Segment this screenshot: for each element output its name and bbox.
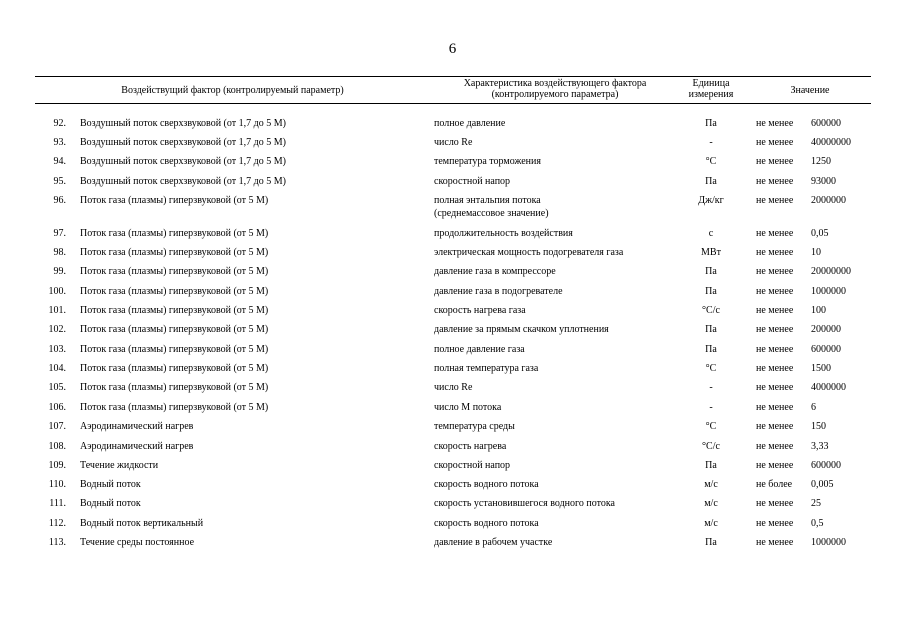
cell-value: 0,005 [811, 479, 834, 490]
cell-factor: Водный поток [80, 479, 141, 490]
cell-value: 0,5 [811, 518, 824, 529]
cell-unit: °С/с [702, 305, 720, 316]
cell-unit: Па [705, 118, 717, 129]
cell-characteristic: температура торможения [434, 156, 541, 167]
cell-num: 107. [48, 421, 66, 432]
cell-characteristic: давление газа в подогревателе [434, 286, 563, 297]
cell-unit: Па [705, 286, 717, 297]
cell-factor: Воздушный поток сверхзвуковой (от 1,7 до 5 М) [80, 176, 286, 187]
cell-condition: не менее [756, 460, 794, 471]
cell-unit: Па [705, 266, 717, 277]
cell-factor: Поток газа (плазмы) гиперзвуковой (от 5 М) [80, 228, 269, 239]
table-header-rule [35, 103, 871, 104]
cell-num: 104. [48, 363, 66, 374]
cell-value: 3,33 [811, 441, 829, 452]
cell-unit: Па [705, 324, 717, 335]
cell-condition: не менее [756, 324, 794, 335]
cell-unit: м/с [704, 479, 718, 490]
cell-unit: - [709, 382, 713, 393]
cell-value: 1500 [811, 363, 831, 374]
cell-factor: Течение среды постоянное [80, 537, 195, 548]
header-factor: Воздействущий фактор (контролируемый параметр) [121, 85, 344, 96]
cell-characteristic: полная энтальпия потока [434, 195, 541, 206]
cell-factor: Поток газа (плазмы) гиперзвуковой (от 5 М) [80, 382, 269, 393]
cell-condition: не более [756, 479, 793, 490]
header-characteristic-line2: (контролируемого параметра) [491, 89, 619, 100]
cell-condition: не менее [756, 382, 794, 393]
cell-condition: не менее [756, 156, 794, 167]
cell-num: 111. [49, 498, 66, 509]
cell-num: 95. [53, 176, 66, 187]
cell-value: 200000 [811, 324, 841, 335]
cell-factor: Поток газа (плазмы) гиперзвуковой (от 5 М) [80, 324, 269, 335]
cell-condition: не менее [756, 518, 794, 529]
cell-characteristic: скорость нагрева [434, 441, 507, 452]
cell-num: 98. [53, 247, 66, 258]
cell-condition: не менее [756, 137, 794, 148]
cell-characteristic: полная температура газа [434, 363, 539, 374]
cell-condition: не менее [756, 441, 794, 452]
cell-num: 112. [48, 518, 66, 529]
cell-value: 600000 [811, 344, 841, 355]
cell-characteristic: скорость установившегося водного потока [434, 498, 615, 509]
cell-value: 100 [811, 305, 826, 316]
cell-characteristic-line2: (среднемассовое значение) [434, 208, 549, 219]
cell-characteristic: скорость нагрева газа [434, 305, 526, 316]
cell-characteristic: скоростной напор [434, 176, 511, 187]
cell-characteristic: число М потока [434, 402, 502, 413]
cell-condition: не менее [756, 286, 794, 297]
cell-num: 93. [53, 137, 66, 148]
cell-characteristic: давление за прямым скачком уплотнения [434, 324, 609, 335]
cell-value: 6 [811, 402, 816, 413]
cell-num: 101. [48, 305, 66, 316]
cell-unit: °С [705, 421, 717, 432]
cell-value: 1000000 [811, 286, 846, 297]
cell-characteristic: полное давление газа [434, 344, 525, 355]
cell-factor: Поток газа (плазмы) гиперзвуковой (от 5 М) [80, 195, 269, 206]
cell-value: 600000 [811, 118, 841, 129]
cell-factor: Поток газа (плазмы) гиперзвуковой (от 5 М) [80, 344, 269, 355]
cell-condition: не менее [756, 344, 794, 355]
cell-value: 25 [811, 498, 821, 509]
cell-unit: °С [705, 156, 717, 167]
header-characteristic [425, 78, 685, 100]
cell-factor: Поток газа (плазмы) гиперзвуковой (от 5 М) [80, 247, 269, 258]
cell-factor: Поток газа (плазмы) гиперзвуковой (от 5 М) [80, 266, 269, 277]
cell-factor: Поток газа (плазмы) гиперзвуковой (от 5 М) [80, 402, 269, 413]
cell-characteristic: давление в рабочем участке [434, 537, 553, 548]
cell-factor: Течение жидкости [80, 460, 159, 471]
cell-value: 1000000 [811, 537, 846, 548]
cell-factor: Воздушный поток сверхзвуковой (от 1,7 до 5 М) [80, 137, 286, 148]
cell-num: 110. [48, 479, 66, 490]
page-number: 6 [448, 41, 457, 57]
cell-unit: с [708, 228, 714, 239]
cell-num: 100. [48, 286, 66, 297]
header-unit-line1: Единица [692, 78, 730, 89]
cell-num: 96. [53, 195, 66, 206]
cell-value: 20000000 [811, 266, 851, 277]
cell-condition: не менее [756, 176, 794, 187]
cell-unit: - [709, 402, 713, 413]
cell-unit: °С/с [702, 441, 720, 452]
cell-num: 102. [48, 324, 66, 335]
cell-value: 93000 [811, 176, 836, 187]
cell-factor: Аэродинамический нагрев [80, 421, 194, 432]
cell-unit: Па [705, 460, 717, 471]
cell-num: 92. [53, 118, 66, 129]
cell-characteristic: скорость водного потока [434, 479, 539, 490]
cell-unit: °С [705, 363, 717, 374]
cell-value: 40000000 [811, 137, 851, 148]
cell-characteristic: продолжительность воздействия [434, 228, 573, 239]
cell-characteristic: электрическая мощность подогревателя газа [434, 247, 624, 258]
cell-condition: не менее [756, 305, 794, 316]
cell-num: 106. [48, 402, 66, 413]
cell-value: 1250 [811, 156, 831, 167]
cell-num: 105. [48, 382, 66, 393]
cell-factor: Поток газа (плазмы) гиперзвуковой (от 5 М) [80, 305, 269, 316]
cell-condition: не менее [756, 266, 794, 277]
cell-value: 0,05 [811, 228, 829, 239]
cell-num: 99. [53, 266, 66, 277]
cell-num: 94. [53, 156, 66, 167]
header-value: Значение [790, 85, 830, 96]
cell-factor: Воздушный поток сверхзвуковой (от 1,7 до 5 М) [80, 118, 286, 129]
cell-value: 2000000 [811, 195, 846, 206]
cell-characteristic: полное давление [434, 118, 506, 129]
cell-condition: не менее [756, 118, 794, 129]
cell-unit: Па [705, 344, 717, 355]
cell-unit: Па [705, 537, 717, 548]
cell-factor: Водный поток вертикальный [80, 518, 204, 529]
cell-unit: м/с [704, 498, 718, 509]
cell-factor: Поток газа (плазмы) гиперзвуковой (от 5 М) [80, 286, 269, 297]
cell-value: 4000000 [811, 382, 846, 393]
cell-factor: Воздушный поток сверхзвуковой (от 1,7 до 5 М) [80, 156, 286, 167]
cell-condition: не менее [756, 402, 794, 413]
cell-condition: не менее [756, 195, 794, 206]
cell-factor: Аэродинамический нагрев [80, 441, 194, 452]
cell-condition: не менее [756, 363, 794, 374]
cell-value: 150 [811, 421, 826, 432]
cell-characteristic: скоростной напор [434, 460, 511, 471]
cell-factor: Водный поток [80, 498, 141, 509]
cell-value: 600000 [811, 460, 841, 471]
header-characteristic-line1: Характеристика воздействующего фактора [463, 78, 647, 89]
header-unit-line2: измерения [688, 89, 734, 100]
cell-condition: не менее [756, 228, 794, 239]
header-unit [680, 78, 742, 100]
table-top-rule [35, 76, 871, 77]
cell-unit: МВт [701, 247, 721, 258]
cell-characteristic: число Re [434, 382, 473, 393]
cell-num: 113. [48, 537, 66, 548]
cell-value: 10 [811, 247, 821, 258]
cell-characteristic: скорость водного потока [434, 518, 539, 529]
cell-unit: Па [705, 176, 717, 187]
cell-unit: м/с [704, 518, 718, 529]
cell-condition: не менее [756, 247, 794, 258]
cell-unit: - [709, 137, 713, 148]
cell-num: 108. [48, 441, 66, 452]
cell-characteristic: температура среды [434, 421, 515, 432]
cell-num: 103. [48, 344, 66, 355]
cell-characteristic: давление газа в компрессоре [434, 266, 556, 277]
cell-characteristic: число Re [434, 137, 473, 148]
cell-num: 97. [53, 228, 66, 239]
cell-unit: Дж/кг [698, 195, 724, 206]
cell-factor: Поток газа (плазмы) гиперзвуковой (от 5 М) [80, 363, 269, 374]
cell-condition: не менее [756, 498, 794, 509]
cell-num: 109. [48, 460, 66, 471]
cell-condition: не менее [756, 537, 794, 548]
cell-condition: не менее [756, 421, 794, 432]
